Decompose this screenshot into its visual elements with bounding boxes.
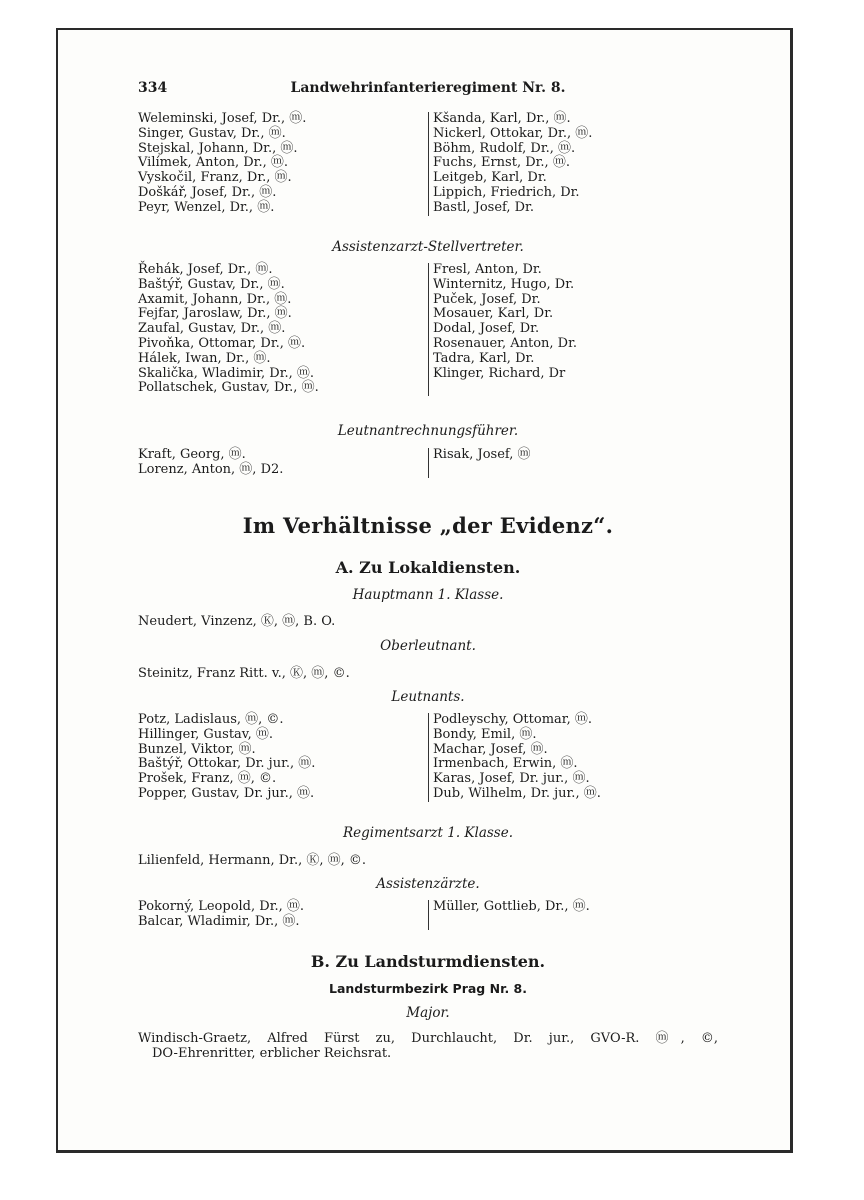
name-entry: Baštýř, Ottokar, Dr. jur., ⓜ.: [138, 756, 316, 772]
name-entry: Böhm, Rudolf, Dr., ⓜ.: [433, 140, 576, 156]
name-entry: Vilímek, Anton, Dr., ⓜ.: [138, 155, 288, 171]
name-entry: Potz, Ladislaus, ⓜ, ©.: [138, 712, 284, 727]
name-entry: Risak, Josef, ⓜ: [433, 447, 531, 462]
name-entry: Bondy, Emil, ⓜ.: [433, 726, 537, 742]
name-entry: Axamit, Johann, Dr., ⓜ.: [138, 291, 292, 307]
rank-heading: Oberleutnant.: [380, 638, 476, 654]
name-entry: Pollatschek, Gustav, Dr., ⓜ.: [138, 380, 319, 396]
rank-heading: Leutnantrechnungsführer.: [337, 423, 519, 439]
name-entry: Hálek, Iwan, Dr., ⓜ.: [138, 350, 271, 366]
name-entry: Klinger, Richard, Dr: [433, 365, 566, 381]
name-entry: Fejfar, Jaroslaw, Dr., ⓜ.: [138, 306, 292, 322]
name-entry: Dub, Wilhelm, Dr. jur., ⓜ.: [433, 785, 601, 801]
name-entry: Bunzel, Viktor, ⓜ.: [138, 741, 256, 757]
name-entry: Nickerl, Ottokar, Dr., ⓜ.: [433, 125, 593, 141]
name-entry: Zaufal, Gustav, Dr., ⓜ.: [138, 321, 286, 337]
district-heading: Landsturmbezirk Prag Nr. 8.: [328, 981, 528, 996]
name-group-3: [138, 448, 718, 478]
name-entry: Tadra, Karl, Dr.: [433, 350, 535, 366]
name-entry: Machar, Josef, ⓜ.: [433, 741, 548, 757]
name-entry: Winternitz, Hugo, Dr.: [433, 276, 575, 292]
name-column-right: [428, 263, 718, 396]
name-column-left: [138, 112, 428, 216]
rank-heading: Leutnants.: [391, 689, 465, 705]
name-column-left: [138, 448, 428, 478]
name-entry: Kšanda, Karl, Dr., ⓜ.: [433, 111, 571, 126]
name-entry: Skalička, Wladimir, Dr., ⓜ.: [138, 365, 315, 381]
name-entry: Irmenbach, Erwin, ⓜ.: [433, 756, 578, 772]
name-entry: Popper, Gustav, Dr. jur., ⓜ.: [138, 785, 315, 801]
evidenz-title: Im Verhältnisse „der Evidenz“.: [242, 513, 614, 538]
name-entry: Lippich, Friedrich, Dr.: [433, 184, 580, 200]
name-entry: Peyr, Wenzel, Dr., ⓜ.: [138, 199, 275, 215]
name-entry: Pokorný, Leopold, Dr., ⓜ.: [138, 899, 305, 914]
name-column-left: [138, 713, 428, 802]
name-entry: Neudert, Vinzenz, Ⓚ, ⓜ, B. O.: [138, 614, 336, 629]
running-title: Landwehrinfanterieregiment Nr. 8.: [290, 80, 566, 96]
name-entry: Puček, Josef, Dr.: [433, 291, 541, 307]
page-number: 334: [138, 80, 168, 96]
rank-heading: Regimentsarzt 1. Klasse.: [342, 825, 514, 841]
rank-heading: Assistenzarzt-Stellvertreter.: [332, 239, 524, 255]
name-entry: Bastl, Josef, Dr.: [433, 199, 534, 215]
book-page: [56, 28, 793, 1153]
name-column-left: [138, 263, 428, 396]
name-entry: Kraft, Georg, ⓜ.: [138, 447, 246, 462]
name-entry: Podleyschy, Ottomar, ⓜ.: [433, 712, 592, 727]
major-entry-line: Windisch-Graetz, Alfred Fürst zu, Durchlaucht, Dr. jur., GVO-R. ⓜ, ©,: [138, 1031, 718, 1046]
name-entry: Müller, Gottlieb, Dr., ⓜ.: [433, 899, 590, 914]
major-entry: [138, 1031, 718, 1061]
name-entry: Lorenz, Anton, ⓜ, D2.: [138, 461, 284, 477]
name-group-5: [138, 900, 718, 930]
name-column-right: [428, 448, 718, 478]
name-entry: Řehák, Josef, Dr., ⓜ.: [138, 262, 273, 277]
name-entry: Baštýř, Gustav, Dr., ⓜ.: [138, 276, 285, 292]
rank-heading: Hauptmann 1. Klasse.: [352, 587, 504, 603]
rank-heading: Assistenzärzte.: [376, 876, 480, 892]
name-entry: Balcar, Wladimir, Dr., ⓜ.: [138, 913, 300, 929]
major-entry-line: DO-Ehrenritter, erblicher Reichsrat.: [152, 1046, 392, 1061]
name-entry: Fuchs, Ernst, Dr., ⓜ.: [433, 155, 570, 171]
name-entry: Karas, Josef, Dr. jur., ⓜ.: [433, 771, 590, 787]
rank-heading: Major.: [406, 1005, 450, 1021]
name-group-1: [138, 112, 718, 216]
name-entry: Fresl, Anton, Dr.: [433, 262, 542, 277]
name-entry: Weleminski, Josef, Dr., ⓜ.: [138, 111, 307, 126]
name-column-right: [428, 900, 718, 930]
name-entry: Pivoňka, Ottomar, Dr., ⓜ.: [138, 335, 306, 351]
name-group-2: [138, 263, 718, 396]
name-entry: Vyskočil, Franz, Dr., ⓜ.: [138, 170, 292, 186]
name-entry: Rosenauer, Anton, Dr.: [433, 335, 578, 351]
name-entry: Doškář, Josef, Dr., ⓜ.: [138, 184, 277, 200]
section-b-heading: B. Zu Landsturmdiensten.: [310, 952, 546, 971]
name-entry: Stejskal, Johann, Dr., ⓜ.: [138, 140, 298, 156]
name-entry: Hillinger, Gustav, ⓜ.: [138, 726, 274, 742]
name-entry: Prošek, Franz, ⓜ, ©.: [138, 771, 277, 787]
name-group-4: [138, 713, 718, 802]
name-entry: Singer, Gustav, Dr., ⓜ.: [138, 125, 286, 141]
name-column-right: [428, 713, 718, 802]
name-column-left: [138, 900, 428, 930]
name-entry: Mosauer, Karl, Dr.: [433, 306, 554, 322]
section-a-heading: A. Zu Lokaldiensten.: [335, 558, 521, 577]
name-entry: Lilienfeld, Hermann, Dr., Ⓚ, ⓜ, ©.: [138, 853, 367, 868]
name-entry: Steinitz, Franz Ritt. v., Ⓚ, ⓜ, ©.: [138, 666, 350, 681]
name-column-right: [428, 112, 718, 216]
name-entry: Leitgeb, Karl, Dr.: [433, 170, 547, 186]
name-entry: Dodal, Josef, Dr.: [433, 321, 540, 337]
